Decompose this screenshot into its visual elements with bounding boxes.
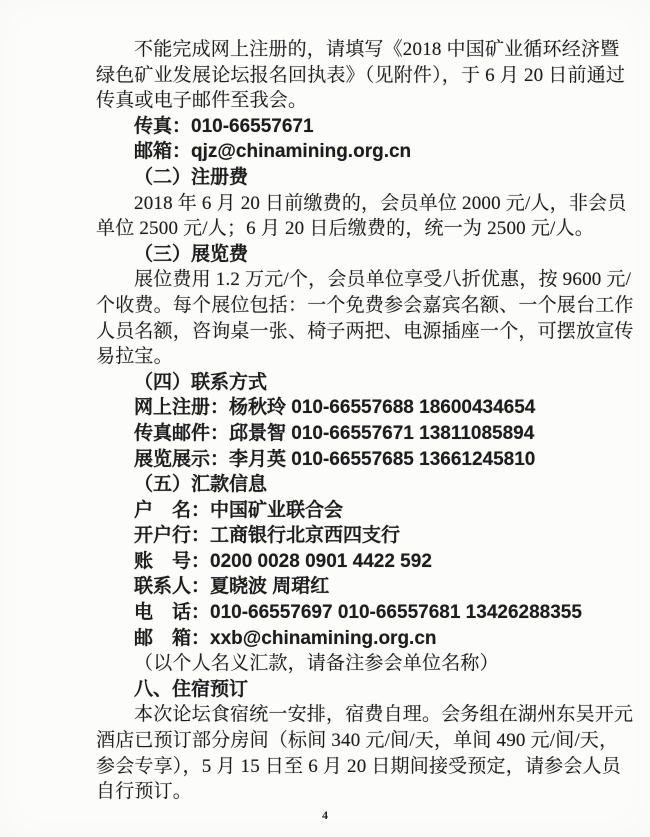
email-line: 邮箱：qjz@chinamining.org.cn (134, 141, 412, 163)
para-accommodation-line4: 自行预订。 (96, 781, 193, 803)
heading-registration-fee: （二）注册费 (134, 166, 249, 188)
para-accommodation-line3: 参会专享），5 月 15 日至 6 月 20 日期间接受预定，请参会人员 (96, 755, 621, 777)
remittance-contacts: 联系人：夏晓波 周珺红 (134, 576, 330, 598)
para-registration-fallback-line3: 传真或电子邮件至我会。 (96, 90, 308, 112)
remittance-account-number: 账 号：0200 0028 0901 4422 592 (134, 550, 432, 572)
remittance-phone: 电 话：010-66557697 010-66557681 13426288355 (134, 602, 582, 624)
remittance-note: （以个人名义汇款，请备注参会单位名称） (134, 653, 499, 675)
contact-exhibition: 展览展示：李月英 010-66557685 13661245810 (134, 448, 536, 470)
fax-line: 传真：010-66557671 (134, 115, 314, 137)
remittance-account-name: 户 名：中国矿业联合会 (134, 499, 344, 521)
para-exhibition-fee-line4: 易拉宝。 (96, 346, 173, 368)
para-registration-fallback-line2: 绿色矿业发展论坛报名回执表》（见附件），于 6 月 20 日前通过 (96, 64, 626, 86)
para-registration-fee-line1: 2018 年 6 月 20 日前缴费的，会员单位 2000 元/人，非会员 (134, 192, 627, 214)
para-registration-fallback-line1: 不能完成网上注册的，请填写《2018 中国矿业循环经济暨 (134, 39, 620, 60)
contact-fax-email: 传真邮件：邱景智 010-66557671 13811085894 (134, 422, 535, 444)
heading-exhibition-fee: （三）展览费 (134, 243, 249, 265)
para-exhibition-fee-line2: 个收费。每个展位包括：一个免费参会嘉宾名额、一个展台工作 (96, 294, 634, 316)
page-number: 4 (322, 808, 328, 822)
heading-contact-info: （四）联系方式 (134, 371, 268, 393)
remittance-bank: 开户行：工商银行北京西四支行 (134, 525, 401, 547)
para-exhibition-fee-line1: 展位费用 1.2 万元/个，会员单位享受八折优惠，按 9600 元/ (134, 269, 632, 291)
remittance-email: 邮 箱：xxb@chinamining.org.cn (134, 627, 437, 649)
heading-remittance-info: （五）汇款信息 (134, 474, 268, 496)
para-accommodation-line2: 酒店已预订部分房间（标间 340 元/间/天，单间 490 元/间/天， (96, 730, 619, 752)
para-accommodation-line1: 本次论坛食宿统一安排，宿费自理。会务组在湖州东吴开元 (134, 704, 634, 726)
para-exhibition-fee-line3: 人员名额，咨询桌一张、椅子两把、电源插座一个，可摆放宣传 (96, 320, 634, 342)
para-registration-fee-line2: 单位 2500 元/人；6 月 20 日后缴费的，统一为 2500 元/人。 (96, 218, 594, 240)
contact-online-registration: 网上注册：杨秋玲 010-66557688 18600434654 (134, 397, 536, 419)
document-body (96, 37, 634, 805)
heading-accommodation: 八、住宿预订 (134, 678, 249, 700)
